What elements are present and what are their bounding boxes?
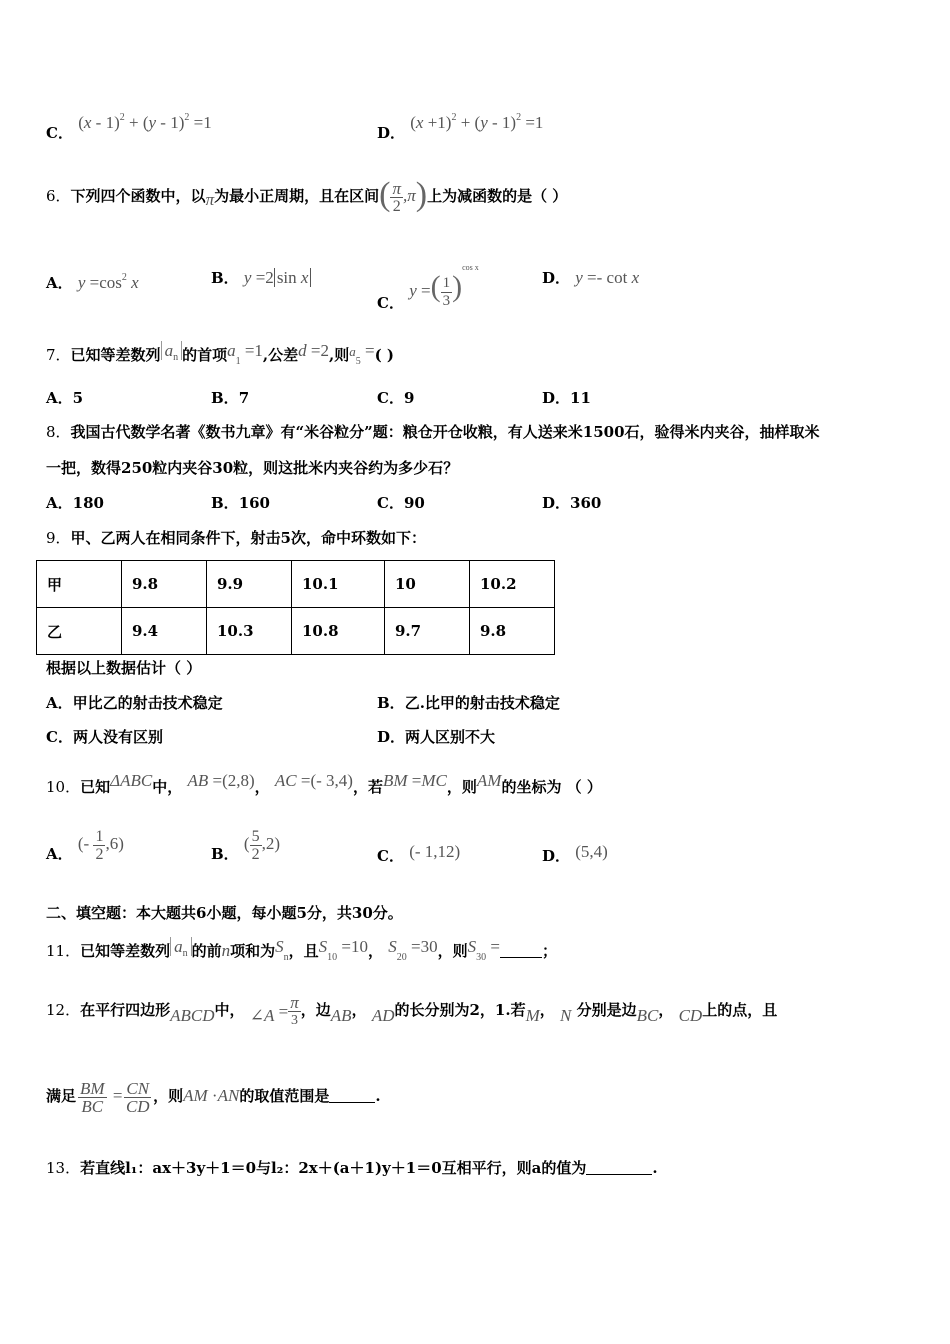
table-cell: 甲 [37,561,122,608]
q6-stem: 6．下列四个函数中，以π为最小正周期，且在区间( $\frac{\pi}{2}$ ,π)上为减函数的是（ ） [46,176,568,215]
q7-option-a: A．5 [46,389,84,407]
q10-option-a: A． (- $\frac{1}{2}$ ,6) [46,827,124,863]
q9-option-d: D．两人区别不大 [377,728,496,746]
q11-stem: 11．已知等差数列 $a_n$ 的前n项和为$S_n$，且$S_{10} =10$， $S_{20} =30$，则$S_{30}$ = ； [46,937,557,963]
q10-option-b: B． ( $\frac{5}{2}$ ,2) [211,827,281,863]
q12-stem-line1: 12．在平行四边形ABCD中， ∠A = $\frac{\pi}{3}$ ，边AB， AD的长分别为2，1.若M， N 分别是边BC， CD上的点，且 [46,992,778,1028]
q8-option-a: A．180 [46,494,104,512]
q9-option-b: B．乙.比甲的射击技术稳定 [377,694,560,712]
table-row [37,561,555,608]
q12-stem-line2: 满足 $\frac{BM}{BC}$ = $\frac{CN}{CD}$ ，则AM ·AN的取值范围是 . [46,1078,381,1116]
table-cell: 9.9 [207,561,292,608]
table-cell: 乙 [37,608,122,655]
q10-stem: 10．已知ΔABC中， AB =(2,8)， AC =(- 3,4)，若BM =MC，则AM的坐标为 （ ） [46,771,602,796]
table-cell: 9.4 [122,608,207,655]
option-label: C． [46,124,73,142]
q8-stem-line2: 一把，数得250粒内夹谷30粒，则这批米内夹谷约为多少石？ [46,459,459,477]
q9-stem: 9．甲、乙两人在相同条件下，射击5次，命中环数如下： [46,529,426,547]
q8-option-b: B．160 [211,494,270,512]
answer-blank[interactable] [500,943,542,958]
table-cell: 10.3 [207,608,292,655]
q9-option-c: C．两人没有区别 [46,728,163,746]
q8-option-c: C．90 [377,494,425,512]
q13-stem: 13．若直线l₁：ax＋3y＋1＝0与l₂：2x＋(a＋1)y＋1＝0互相平行，则a的值为 . [46,1159,658,1177]
table-cell: 10.8 [292,608,385,655]
table-cell: 9.8 [470,608,555,655]
answer-blank[interactable] [586,1160,652,1175]
table-cell: 10 [385,561,470,608]
table-row [37,608,555,655]
q7-option-c: C．9 [377,389,415,407]
q7-option-d: D．11 [542,389,591,407]
q6-option-d: D． y =- cot x [542,268,640,287]
table-cell: 10.1 [292,561,385,608]
q9-option-a: A．甲比乙的射击技术稳定 [46,694,223,712]
q6-option-a: A． $y =\cos^2$ x [46,272,139,292]
table-cell: 9.7 [385,608,470,655]
option-label: D． [377,124,406,142]
table-cell: 10.2 [470,561,555,608]
section-heading: 二、填空题：本大题共6小题，每小题5分，共30分。 [46,904,403,922]
q10-option-d: D． (5,4) [542,842,608,865]
q10-option-c: C． (- 1,12) [377,842,461,865]
q8-stem-line1: 8．我国古代数学名著《数书九章》有“米谷粒分”题：粮仓开仓收粮，有人送来米1500石，验得米内夹谷，抽样取米 [46,423,820,441]
q6-option-b: B． y =2 sin x [211,268,311,288]
q7-stem: 7．已知等差数列 $a_n$ 的首项$a_1 =1$,公差d =2,则$a_5$ =( ) [46,341,394,367]
q5-option-c: C． (x - 1)$^2$ + (y - 1)$^2$ =1 [46,112,212,142]
question-number: 6． [46,187,71,205]
score-table [36,560,555,655]
table-cell: 9.8 [122,561,207,608]
q9-follow: 根据以上数据估计（ ） [46,659,202,677]
answer-blank[interactable] [329,1088,375,1103]
q7-option-b: B．7 [211,389,250,407]
q6-option-c: C． y =( $\frac{1}{3}$ )$^{cos x}$ [377,263,479,312]
q5-option-d: D． $(x +1)^2 + (y - 1)^2 =1$ [377,112,544,142]
q8-option-d: D．360 [542,494,602,512]
